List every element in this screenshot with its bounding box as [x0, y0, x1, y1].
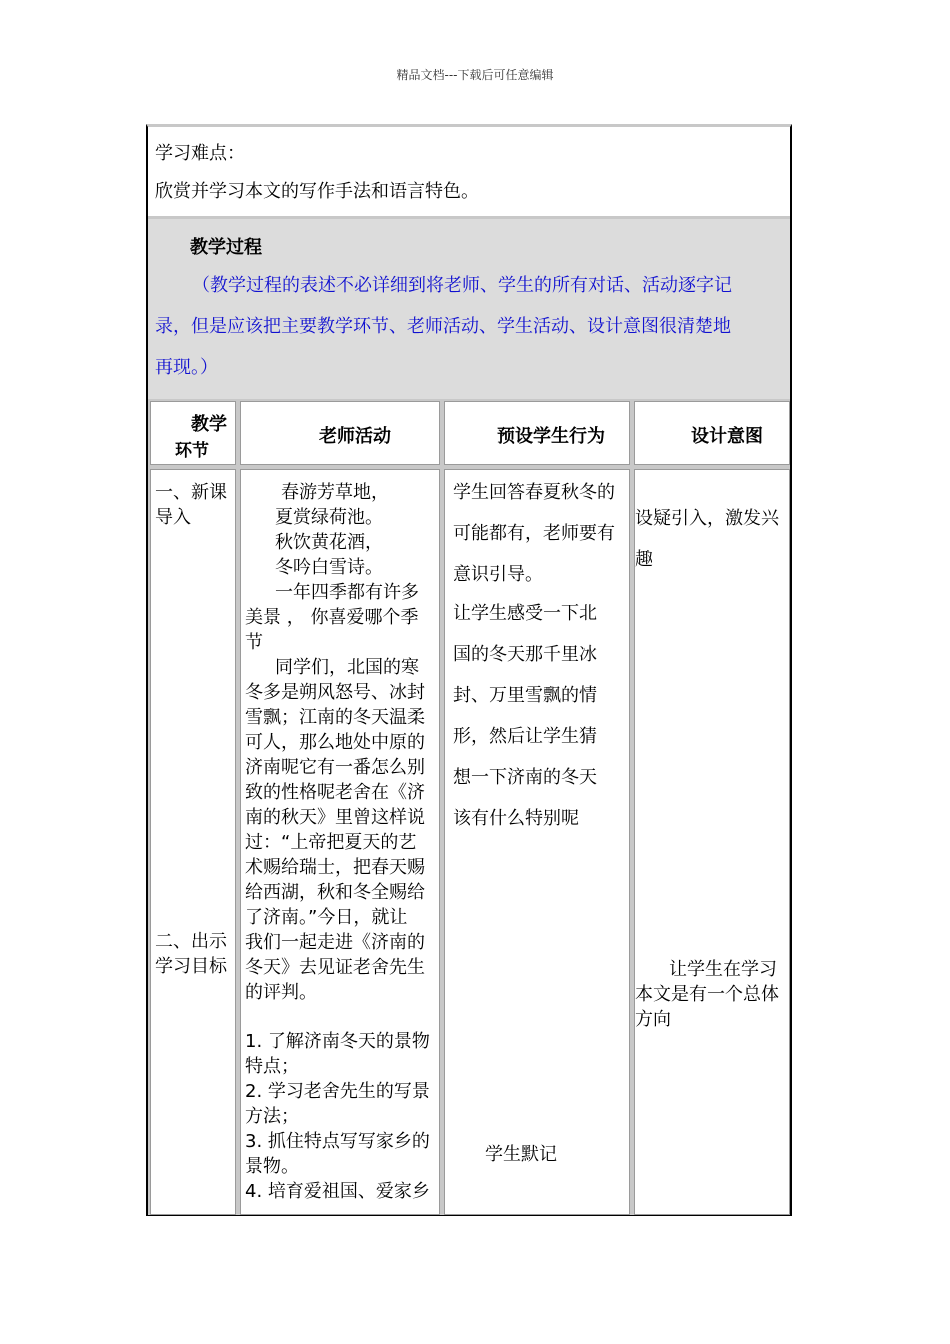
teacher-text: 2. 学习老舍先生的写景	[245, 1081, 430, 1102]
student-cell	[444, 469, 630, 1215]
teacher-text: 了济南。”今日，就让	[245, 907, 408, 928]
teacher-text: 春游芳草地，	[281, 482, 389, 503]
header-stage-line2: 环节	[175, 441, 209, 461]
header-stage-line1: 教学	[191, 414, 227, 435]
intent-text: 让学生在学习	[669, 959, 777, 980]
stage-text: 一、新课	[155, 482, 227, 503]
process-note-line: （教学过程的表述不必详细到将老师、学生的所有对话、活动逐字记	[192, 275, 732, 296]
intent-text: 趣	[635, 549, 653, 570]
student-text: 让学生感受一下北	[453, 603, 597, 624]
student-text: 意识引导。	[453, 564, 543, 585]
process-section	[148, 219, 790, 399]
stage-text: 学习目标	[155, 956, 227, 977]
teacher-text: 过：“上帝把夏天的艺	[245, 832, 417, 853]
header-intent: 设计意图	[691, 426, 763, 447]
teacher-text: 一年四季都有许多	[275, 582, 419, 603]
stage-text: 导入	[155, 507, 191, 528]
difficulty-content: 欣赏并学习本文的写作手法和语言特色。	[155, 181, 479, 202]
student-text: 该有什么特别呢	[453, 808, 579, 829]
teacher-text: 给西湖，秋和冬全赐给	[245, 882, 425, 903]
header-student-cell	[444, 401, 630, 465]
stage-cell	[150, 469, 236, 1215]
process-note-line: 再现。）	[155, 357, 218, 378]
teacher-text: 术赐给瑞士，把春天赐	[245, 857, 425, 878]
intent-text: 方向	[635, 1009, 671, 1030]
student-text: 形，然后让学生猜	[453, 726, 597, 747]
header-teacher: 老师活动	[319, 426, 391, 447]
lesson-plan-table	[146, 124, 792, 1216]
teacher-text: 的评判。	[245, 982, 317, 1003]
student-text: 学生默记	[485, 1144, 557, 1165]
teacher-text: 冬吟白雪诗。	[275, 557, 383, 578]
teacher-text: 3. 抓住特点写写家乡的	[245, 1131, 430, 1152]
difficulty-label: 学习难点：	[155, 143, 245, 164]
student-text: 封、万里雪飘的情	[453, 685, 597, 706]
teacher-text: 南的秋天》里曾这样说	[245, 807, 425, 828]
teacher-text: 我们一起走进《济南的	[245, 932, 425, 953]
process-note-line: 录，但是应该把主要教学环节、老师活动、学生活动、设计意图很清楚地	[155, 316, 731, 337]
intent-text: 设疑引入，激发兴	[635, 508, 779, 529]
intent-cell	[634, 469, 790, 1215]
student-text: 想一下济南的冬天	[453, 767, 597, 788]
student-text: 学生回答春夏秋冬的	[453, 482, 615, 503]
intent-text: 本文是有一个总体	[635, 984, 779, 1005]
teacher-text: 同学们，北国的寒	[275, 657, 419, 678]
teacher-text: 4. 培育爱祖国、爱家乡	[245, 1181, 430, 1202]
difficulty-section	[148, 127, 790, 219]
teacher-text: 可人，那么地处中原的	[245, 732, 425, 753]
teacher-text: 夏赏绿荷池。	[275, 507, 383, 528]
stage-text: 二、出示	[155, 931, 227, 952]
teacher-text: 节	[245, 632, 263, 653]
teacher-text: 美景 ， 你喜爱哪个季	[245, 607, 419, 628]
teacher-text: 秋饮黄花酒，	[275, 532, 383, 553]
teacher-text: 方法；	[245, 1106, 299, 1127]
teacher-text: 致的性格呢老舍在《济	[245, 782, 425, 803]
page-header: 精品文档---下载后可任意编辑	[396, 68, 554, 82]
teacher-text: 1. 了解济南冬天的景物	[245, 1031, 430, 1052]
teacher-text: 特点；	[245, 1056, 299, 1077]
teacher-cell	[240, 469, 440, 1215]
header-intent-cell	[634, 401, 790, 465]
teacher-text: 雪飘；江南的冬天温柔	[245, 707, 425, 728]
teacher-text: 济南呢它有一番怎么别	[245, 757, 425, 778]
process-title: 教学过程	[190, 237, 262, 258]
header-stage-cell	[150, 401, 236, 465]
header-teacher-cell	[240, 401, 440, 465]
teacher-text: 冬多是朔风怒号、冰封	[245, 682, 425, 703]
activity-grid	[148, 399, 790, 1215]
teacher-text: 景物。	[245, 1156, 299, 1177]
student-text: 国的冬天那千里冰	[453, 644, 597, 665]
header-student: 预设学生行为	[497, 426, 605, 447]
student-text: 可能都有，老师要有	[453, 523, 615, 544]
teacher-text: 冬天》去见证老舍先生	[245, 957, 425, 978]
